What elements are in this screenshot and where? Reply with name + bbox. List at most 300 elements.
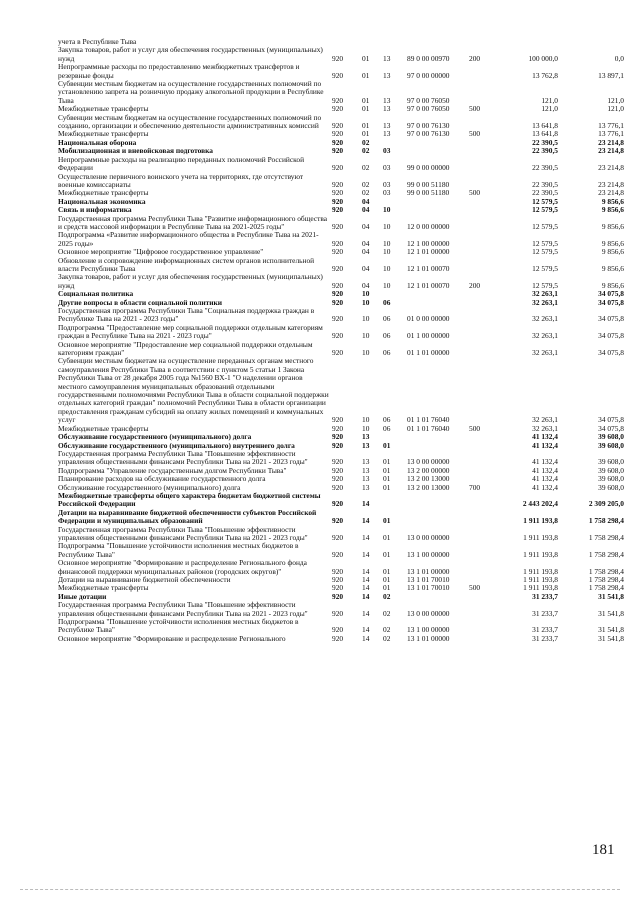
row-grbs: 920 <box>332 280 344 290</box>
row-section: 13 <box>362 466 370 475</box>
table-row <box>58 290 624 298</box>
table-row <box>58 635 624 643</box>
row-amount-year-1: 22 390,5 <box>532 189 558 198</box>
table-row <box>58 307 624 324</box>
row-target-article: 01 1 01 76040 <box>407 415 450 425</box>
row-expense-type: 200 <box>469 280 481 290</box>
row-subsection: 01 <box>383 466 391 475</box>
row-expense-type <box>469 559 496 576</box>
row-section: 02 <box>362 138 370 147</box>
row-amount-year-2: 39 608,0 <box>598 466 624 475</box>
row-expense-type <box>469 450 496 467</box>
row-target-article: 01 0 00 00000 <box>407 314 450 324</box>
row-subsection: 13 <box>383 121 391 131</box>
row-expense-type <box>469 357 496 424</box>
row-grbs: 920 <box>332 608 344 618</box>
row-expense-type: 500 <box>469 189 481 198</box>
row-target-article: 99 0 00 51180 <box>407 189 450 198</box>
row-amount-year-2: 9 856,6 <box>601 238 624 248</box>
row-grbs: 920 <box>332 466 344 475</box>
row-grbs: 920 <box>332 138 344 147</box>
row-grbs: 920 <box>332 238 344 248</box>
row-amount-year-1: 121,0 <box>541 95 558 105</box>
row-grbs: 920 <box>332 576 344 584</box>
row-subsection: 03 <box>383 179 391 189</box>
row-amount-year-1: 32 263,1 <box>532 415 558 425</box>
row-subsection: 03 <box>383 189 391 198</box>
row-target-article: 01 1 00 00000 <box>407 331 450 341</box>
row-grbs: 920 <box>332 130 344 139</box>
row-amount-year-1: 32 263,1 <box>532 424 558 433</box>
row-expense-type: 200 <box>469 53 481 63</box>
row-section: 02 <box>362 163 370 173</box>
row-section: 02 <box>362 189 370 198</box>
table-row <box>58 484 624 492</box>
row-name: Государственная программа Республики Тыва "Социальная поддержка граждан в Республике Тыва на 2021 - 2023 годы" <box>58 307 315 324</box>
row-amount-year-2: 13 776,1 <box>598 121 624 131</box>
table-row <box>58 475 624 483</box>
table-body <box>58 38 624 643</box>
row-name: Подпрограмма "Повышение устойчивости исполнения местных бюджетов в Республике Тыва" <box>58 618 299 635</box>
row-amount-year-2: 1 758 298,4 <box>588 566 624 576</box>
row-expense-type <box>469 198 496 206</box>
row-grbs: 920 <box>332 516 344 526</box>
row-target-article: 12 1 00 00000 <box>407 238 450 248</box>
row-amount-year-1: 22 390,5 <box>532 138 558 147</box>
row-section: 13 <box>362 475 370 484</box>
row-expense-type <box>469 593 496 601</box>
row-subsection: 02 <box>383 625 391 635</box>
table-row <box>58 341 624 358</box>
table-row <box>58 542 624 559</box>
row-target-article: 99 0 00 00000 <box>407 163 450 173</box>
row-expense-type <box>469 156 496 173</box>
table-row <box>58 357 624 424</box>
row-amount-year-1: 32 263,1 <box>532 348 558 358</box>
row-name: Межбюджетные трансферты <box>58 189 149 198</box>
row-amount-year-1: 1 911 193,8 <box>523 532 558 542</box>
row-name: Дотации на выравнивание бюджетной обеспеченности субъектов Российской Федерации и муниципальных образований <box>58 508 317 526</box>
row-expense-type <box>469 324 496 341</box>
row-name: Закупка товаров, работ и услуг для обеспечения государственных (муниципальных) нужд <box>58 273 323 290</box>
row-expense-type <box>469 38 496 46</box>
row-section: 04 <box>362 197 370 206</box>
row-section: 01 <box>362 105 370 114</box>
table-row <box>58 324 624 341</box>
row-grbs: 920 <box>332 221 344 231</box>
row-amount-year-1: 12 579,5 <box>532 248 558 257</box>
table-row <box>58 601 624 618</box>
row-subsection: 06 <box>383 331 391 341</box>
row-target-article: 01 1 01 76040 <box>407 424 450 433</box>
row-name: Национальная оборона <box>58 138 137 147</box>
row-amount-year-2: 34 075,8 <box>598 424 624 433</box>
row-expense-type <box>469 206 496 214</box>
row-amount-year-2: 39 608,0 <box>598 457 624 467</box>
row-target-article: 13 2 00 13000 <box>407 483 450 492</box>
row-amount-year-2 <box>558 38 624 46</box>
row-expense-type <box>469 509 496 526</box>
row-section: 10 <box>362 298 370 307</box>
row-section: 10 <box>362 331 370 341</box>
row-section: 14 <box>362 634 370 643</box>
row-grbs: 920 <box>332 53 344 63</box>
row-name: Непрограммные расходы на реализацию переданных полномочий Российской Федерации <box>58 155 305 173</box>
row-target-article: 97 0 00 76050 <box>407 105 450 114</box>
table-row <box>58 189 624 197</box>
row-grbs: 920 <box>332 263 344 273</box>
row-amount-year-2: 2 309 205,0 <box>588 499 624 509</box>
row-target-article: 13 1 00 00000 <box>407 625 450 635</box>
row-name: Государственная программа Республики Тыва "Повышение эффективности управления общественными финансами Республики Тыва на 2021 - 2023 годы" <box>58 601 308 618</box>
row-amount-year-1: 12 579,5 <box>532 206 558 215</box>
row-grbs: 920 <box>332 483 344 492</box>
table-row <box>58 156 624 173</box>
row-amount-year-1: 32 263,1 <box>532 314 558 324</box>
row-amount-year-2: 34 075,8 <box>598 314 624 324</box>
row-grbs: 920 <box>332 163 344 173</box>
row-amount-year-2: 34 075,8 <box>598 348 624 358</box>
row-amount-year-1: 31 233,7 <box>532 634 558 643</box>
row-section: 13 <box>362 457 370 467</box>
row-expense-type <box>469 248 496 256</box>
row-name: Межбюджетные трансферты <box>58 130 149 139</box>
row-subsection: 06 <box>383 424 391 433</box>
row-section: 13 <box>362 441 370 450</box>
table-row <box>58 450 624 467</box>
row-expense-type <box>469 299 496 307</box>
row-grbs: 920 <box>332 441 344 450</box>
row-subsection: 13 <box>383 53 391 63</box>
row-expense-type <box>469 173 496 190</box>
row-amount-year-1: 41 132,4 <box>532 483 558 492</box>
row-section: 14 <box>362 625 370 635</box>
row-section: 14 <box>362 576 370 584</box>
row-amount-year-2: 1 758 298,4 <box>588 549 624 559</box>
row-amount-year-2: 23 214,8 <box>598 179 624 189</box>
row-expense-type <box>469 601 496 618</box>
row-target-article: 01 1 01 00000 <box>407 348 450 358</box>
row-amount-year-1: 1 911 193,8 <box>523 576 558 584</box>
row-amount-year-1: 41 132,4 <box>532 475 558 484</box>
table-row <box>58 147 624 155</box>
table-row <box>58 273 624 290</box>
row-target-article: 12 1 01 00070 <box>407 280 450 290</box>
row-name: Государственная программа Республики Тыва "Развитие информационного общества и средств массовой информации в Республике Тыва на 2021-2025 годы" <box>58 214 328 231</box>
row-amount-year-1: 41 132,4 <box>532 466 558 475</box>
table-row <box>58 206 624 214</box>
row-target-article <box>407 433 469 441</box>
row-expense-type: 700 <box>469 483 481 492</box>
row-amount-year-1: 41 132,4 <box>532 457 558 467</box>
row-section: 01 <box>362 121 370 131</box>
row-target-article: 13 0 00 00000 <box>407 457 450 467</box>
row-grbs: 920 <box>332 433 344 442</box>
row-section: 14 <box>362 608 370 618</box>
row-name: Межбюджетные трансферты <box>58 424 149 433</box>
row-section: 01 <box>362 53 370 63</box>
row-name: Межбюджетные трансферты общего характера бюджетам бюджетной системы Российской Федерации <box>58 491 321 509</box>
row-target-article: 13 0 00 00000 <box>407 608 450 618</box>
row-amount-year-1: 31 233,7 <box>532 592 558 601</box>
row-grbs: 920 <box>332 592 344 601</box>
row-subsection <box>383 433 407 441</box>
row-amount-year-1: 13 641,8 <box>532 121 558 131</box>
row-section: 14 <box>362 499 370 509</box>
row-amount-year-2: 23 214,8 <box>598 189 624 198</box>
row-name: Национальная экономика <box>58 197 146 206</box>
row-target-article: 13 1 00 00000 <box>407 549 450 559</box>
table-row <box>58 492 624 509</box>
row-target-article <box>407 147 469 155</box>
table-row <box>58 105 624 113</box>
row-amount-year-2: 1 758 298,4 <box>588 576 624 584</box>
row-name: Основное мероприятие "Предоставление мер социальной поддержки отдельным категориям граждан" <box>58 340 313 358</box>
row-expense-type <box>469 231 496 248</box>
row-amount-year-1: 12 579,5 <box>532 221 558 231</box>
row-target-article: 12 0 00 00000 <box>407 221 450 231</box>
row-subsection: 01 <box>383 549 391 559</box>
row-name: Государственная программа Республики Тыва "Повышение эффективности управления общественными финансами Республики Тыва на 2021 - 2023 годы" <box>58 449 308 467</box>
row-name: Подпрограмма "Управление государственным долгом Республики Тыва" <box>58 466 287 475</box>
row-target-article: 97 0 00 00000 <box>407 70 450 80</box>
row-expense-type <box>469 635 496 643</box>
row-subsection: 06 <box>383 415 391 425</box>
table-row <box>58 257 624 274</box>
row-amount-year-2: 9 856,6 <box>601 280 624 290</box>
row-amount-year-2: 9 856,6 <box>601 197 624 206</box>
row-name: Обслуживание государственного (муниципального) долга <box>58 433 252 442</box>
row-name: Иные дотации <box>58 592 107 601</box>
row-grbs: 920 <box>332 625 344 635</box>
row-name: Обслуживание государственного (муниципального) внутреннего долга <box>58 441 295 450</box>
row-subsection: 06 <box>383 298 391 307</box>
row-amount-year-1: 100 000,0 <box>528 53 558 63</box>
row-name: Подпрограмма «Развитие информационного общества в Республике Тыва на 2021-2025 годы» <box>58 231 319 248</box>
row-section: 14 <box>362 516 370 526</box>
row-subsection: 01 <box>383 483 391 492</box>
row-section: 10 <box>362 348 370 358</box>
row-subsection <box>383 38 407 46</box>
row-grbs: 920 <box>332 584 344 593</box>
row-name: Подпрограмма "Предоставление мер социальной поддержки отдельным категориям граждан в Республике Тыва на 2021 - 2023 годы" <box>58 323 323 341</box>
row-amount-year-2: 1 758 298,4 <box>588 516 624 526</box>
row-subsection: 10 <box>383 263 391 273</box>
row-subsection: 10 <box>383 206 391 215</box>
row-amount-year-1: 12 579,5 <box>532 197 558 206</box>
row-section <box>362 38 383 46</box>
table-row <box>58 80 624 105</box>
row-target-article <box>407 290 469 298</box>
row-amount-year-2: 31 541,8 <box>598 634 624 643</box>
row-subsection: 01 <box>383 576 391 584</box>
row-target-article <box>407 206 469 214</box>
row-name: Субвенции местным бюджетам на осуществление государственных полномочий по созданию, организации и обеспечению деятельности административных комиссий <box>58 113 322 131</box>
row-section: 04 <box>362 263 370 273</box>
row-expense-type <box>469 290 496 298</box>
row-grbs: 920 <box>332 206 344 215</box>
row-expense-type <box>469 467 496 475</box>
row-amount-year-1 <box>496 38 558 46</box>
row-amount-year-2: 34 075,8 <box>598 290 624 299</box>
row-target-article: 99 0 00 51180 <box>407 179 450 189</box>
row-amount-year-1: 31 233,7 <box>532 608 558 618</box>
row-section: 10 <box>362 290 370 299</box>
row-amount-year-1: 1 911 193,8 <box>523 549 558 559</box>
row-grbs: 920 <box>332 298 344 307</box>
row-subsection: 01 <box>383 516 391 526</box>
row-name: Дотации на выравнивание бюджетной обеспеченности <box>58 576 231 584</box>
row-amount-year-2: 9 856,6 <box>601 221 624 231</box>
row-subsection: 06 <box>383 314 391 324</box>
row-grbs: 920 <box>332 634 344 643</box>
row-amount-year-2: 39 608,0 <box>598 441 624 450</box>
row-target-article <box>407 509 469 526</box>
row-expense-type <box>469 433 496 441</box>
row-amount-year-2: 13 897,1 <box>598 70 624 80</box>
row-grbs: 920 <box>332 105 344 114</box>
row-amount-year-2: 9 856,6 <box>601 248 624 257</box>
row-section: 02 <box>362 179 370 189</box>
table-row <box>58 130 624 138</box>
row-subsection: 01 <box>383 441 391 450</box>
row-amount-year-2: 23 214,8 <box>598 147 624 156</box>
row-subsection <box>383 290 407 298</box>
page-number: 181 <box>592 842 615 858</box>
row-section: 04 <box>362 248 370 257</box>
table-row <box>58 299 624 307</box>
row-amount-year-1: 1 911 193,8 <box>523 566 558 576</box>
row-expense-type <box>469 257 496 274</box>
row-target-article: 12 1 01 00070 <box>407 263 450 273</box>
row-name: Другие вопросы в области социальной политики <box>58 298 223 307</box>
row-expense-type <box>469 341 496 358</box>
table-row <box>58 433 624 441</box>
row-amount-year-2: 39 608,0 <box>598 433 624 442</box>
row-section: 04 <box>362 206 370 215</box>
row-grbs: 920 <box>332 499 344 509</box>
row-amount-year-1: 13 641,8 <box>532 130 558 139</box>
row-subsection: 01 <box>383 532 391 542</box>
row-name: Непрограммные расходы по предоставлению межбюджетных трансфертов и резервные фонды <box>58 63 300 80</box>
row-section: 10 <box>362 415 370 425</box>
row-subsection <box>383 198 407 206</box>
table-row <box>58 425 624 433</box>
row-grbs: 920 <box>332 475 344 484</box>
row-section: 02 <box>362 147 370 156</box>
row-grbs: 920 <box>332 121 344 131</box>
row-name: Обслуживание государственного (муниципального) долга <box>58 483 241 492</box>
row-grbs: 920 <box>332 189 344 198</box>
row-name: Подпрограмма "Повышение устойчивости исполнения местных бюджетов в Республике Тыва" <box>58 542 299 559</box>
row-amount-year-1: 13 762,8 <box>532 70 558 80</box>
row-grbs: 920 <box>332 331 344 341</box>
row-target-article: 13 2 00 13000 <box>407 475 450 484</box>
row-target-article <box>407 198 469 206</box>
row-amount-year-1: 12 579,5 <box>532 263 558 273</box>
row-name: Субвенции местным бюджетам на осуществление государственных полномочий по установлению запрета на розничную продажу алкогольной продукции в Республике Тыва <box>58 80 324 105</box>
table-row <box>58 38 624 46</box>
row-amount-year-2: 39 608,0 <box>598 483 624 492</box>
row-grbs: 920 <box>332 197 344 206</box>
row-target-article <box>407 442 469 450</box>
row-target-article <box>407 139 469 147</box>
row-subsection: 02 <box>383 608 391 618</box>
row-grbs: 920 <box>332 290 344 299</box>
row-name: Межбюджетные трансферты <box>58 105 149 114</box>
table-row <box>58 198 624 206</box>
table-row <box>58 173 624 190</box>
row-section: 14 <box>362 566 370 576</box>
row-amount-year-2: 23 214,8 <box>598 138 624 147</box>
row-amount-year-1: 22 390,5 <box>532 147 558 156</box>
row-section: 01 <box>362 70 370 80</box>
row-expense-type: 500 <box>469 584 481 593</box>
row-amount-year-1: 12 579,5 <box>532 238 558 248</box>
row-amount-year-2: 39 608,0 <box>598 475 624 484</box>
table-row <box>58 139 624 147</box>
row-subsection: 01 <box>383 566 391 576</box>
row-target-article: 13 0 00 00000 <box>407 532 450 542</box>
row-section: 13 <box>362 433 370 442</box>
row-expense-type <box>469 147 496 155</box>
row-amount-year-1: 12 579,5 <box>532 280 558 290</box>
row-amount-year-1: 121,0 <box>541 105 558 114</box>
table-row <box>58 215 624 232</box>
row-grbs: 920 <box>332 147 344 156</box>
row-name: Субвенции местным бюджетам на осуществление переданных органам местного самоуправления Республики Тыва в соответствии с пунктом 5 статьи 1 Закона Республики Тыва от 28 декабря 2005 года №1560 ВХ-1 "О наделении органов местного самоуправления муниципальных образований отдельными государственными полномочиями Республики Тыва в области социальной поддержки отдельных категорий граждан" полномочий Республики Тыва в области организации предоставления гражданам субсидий на оплату жилых помещений и коммунальных услуг <box>58 357 329 425</box>
row-grbs: 920 <box>332 566 344 576</box>
row-name: учета в Республике Тыва <box>58 38 137 46</box>
row-subsection: 13 <box>383 130 391 139</box>
row-amount-year-1: 41 132,4 <box>532 441 558 450</box>
row-target-article: 97 0 00 76130 <box>407 130 450 139</box>
row-name: Закупка товаров, работ и услуг для обеспечения государственных (муниципальных) нужд <box>58 46 323 63</box>
row-name: Мобилизационная и вневойсковая подготовка <box>58 147 214 156</box>
row-subsection <box>383 492 407 509</box>
row-grbs: 920 <box>332 314 344 324</box>
row-subsection: 10 <box>383 280 391 290</box>
row-amount-year-1: 1 911 193,8 <box>523 516 558 526</box>
row-subsection: 10 <box>383 248 391 257</box>
table-row <box>58 526 624 543</box>
row-expense-type <box>469 492 496 509</box>
row-amount-year-2: 9 856,6 <box>601 263 624 273</box>
table-row <box>58 248 624 256</box>
row-expense-type: 500 <box>469 424 481 433</box>
row-section: 04 <box>362 238 370 248</box>
row-section: 13 <box>362 483 370 492</box>
row-expense-type <box>469 307 496 324</box>
row-subsection: 02 <box>383 634 391 643</box>
row-target-article: 12 1 01 00000 <box>407 248 450 257</box>
row-target-article: 13 2 00 00000 <box>407 466 450 475</box>
table-row <box>58 63 624 80</box>
bottom-rule <box>20 889 620 890</box>
row-name: Осуществление первичного воинского учета на территориях, где отсутствуют военные комиссариаты <box>58 172 304 189</box>
row-expense-type <box>469 542 496 559</box>
row-amount-year-2: 34 075,8 <box>598 415 624 425</box>
row-target-article: 13 1 01 70010 <box>407 584 450 593</box>
row-amount-year-2: 31 541,8 <box>598 608 624 618</box>
row-amount-year-1: 32 263,1 <box>532 298 558 307</box>
table-row <box>58 114 624 131</box>
row-target-article <box>407 593 469 601</box>
row-grbs: 920 <box>332 415 344 425</box>
row-expense-type <box>469 618 496 635</box>
row-target-article: 97 0 00 76050 <box>407 95 450 105</box>
row-section: 01 <box>362 130 370 139</box>
